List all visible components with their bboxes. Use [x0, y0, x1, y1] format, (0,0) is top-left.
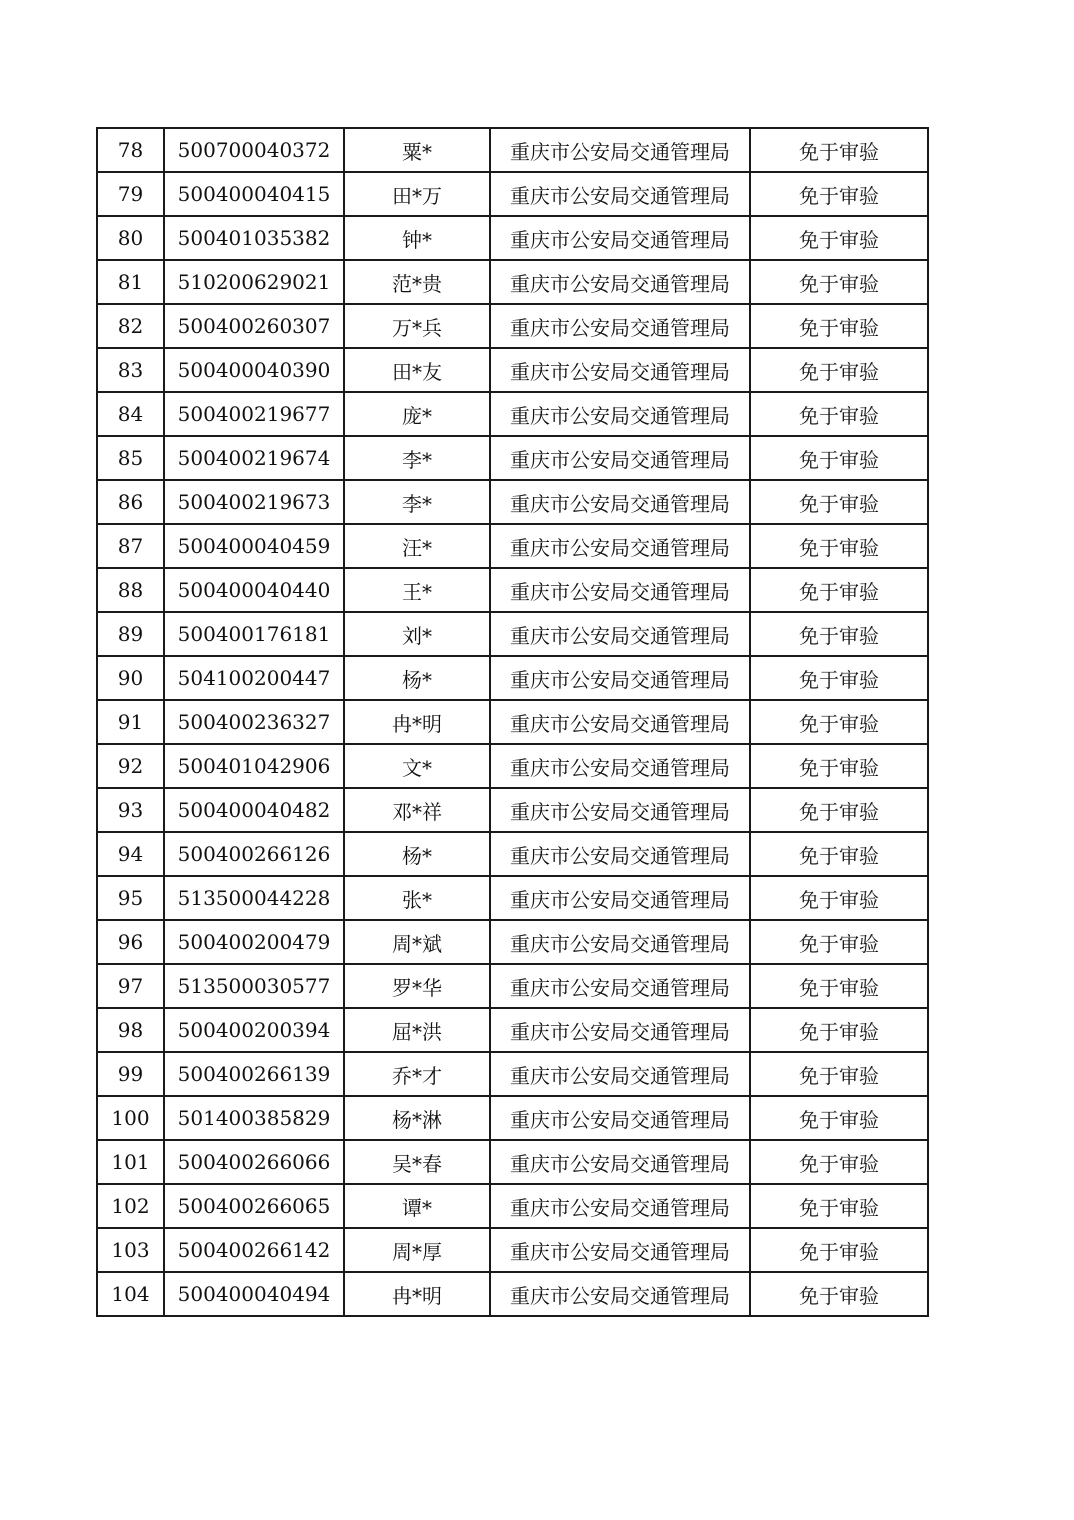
- person-name-cell: 杨*淋: [344, 1096, 490, 1140]
- person-name-cell: 邓*祥: [344, 788, 490, 832]
- row-number-cell: 102: [97, 1184, 164, 1228]
- authority-cell: 重庆市公安局交通管理局: [490, 1140, 750, 1184]
- table-row: [97, 876, 928, 920]
- row-number-cell: 88: [97, 568, 164, 612]
- license-id-cell: 513500044228: [164, 876, 344, 920]
- row-number-cell: 100: [97, 1096, 164, 1140]
- person-name-cell: 文*: [344, 744, 490, 788]
- license-id-cell: 500400040494: [164, 1272, 344, 1316]
- table-row: [97, 216, 928, 260]
- table-row: [97, 392, 928, 436]
- license-id-cell: 500400266126: [164, 832, 344, 876]
- person-name-cell: 乔*才: [344, 1052, 490, 1096]
- row-number-cell: 104: [97, 1272, 164, 1316]
- authority-cell: 重庆市公安局交通管理局: [490, 612, 750, 656]
- row-number-cell: 84: [97, 392, 164, 436]
- authority-cell: 重庆市公安局交通管理局: [490, 1272, 750, 1316]
- authority-cell: 重庆市公安局交通管理局: [490, 964, 750, 1008]
- authority-cell: 重庆市公安局交通管理局: [490, 216, 750, 260]
- license-id-cell: 500400040459: [164, 524, 344, 568]
- row-number-cell: 90: [97, 656, 164, 700]
- row-number-cell: 80: [97, 216, 164, 260]
- person-name-cell: 田*友: [344, 348, 490, 392]
- table-row: [97, 172, 928, 216]
- status-cell: 免于审验: [750, 876, 928, 920]
- row-number-cell: 78: [97, 128, 164, 172]
- row-number-cell: 93: [97, 788, 164, 832]
- status-cell: 免于审验: [750, 568, 928, 612]
- person-name-cell: 万*兵: [344, 304, 490, 348]
- row-number-cell: 92: [97, 744, 164, 788]
- status-cell: 免于审验: [750, 128, 928, 172]
- license-id-cell: 513500030577: [164, 964, 344, 1008]
- authority-cell: 重庆市公安局交通管理局: [490, 1008, 750, 1052]
- exemption-table: [96, 127, 929, 1317]
- authority-cell: 重庆市公安局交通管理局: [490, 876, 750, 920]
- row-number-cell: 103: [97, 1228, 164, 1272]
- table-row: [97, 1140, 928, 1184]
- table-row: [97, 656, 928, 700]
- status-cell: 免于审验: [750, 1184, 928, 1228]
- license-id-cell: 500400260307: [164, 304, 344, 348]
- table-row: [97, 612, 928, 656]
- authority-cell: 重庆市公安局交通管理局: [490, 1184, 750, 1228]
- authority-cell: 重庆市公安局交通管理局: [490, 524, 750, 568]
- license-id-cell: 500400266066: [164, 1140, 344, 1184]
- authority-cell: 重庆市公安局交通管理局: [490, 1228, 750, 1272]
- row-number-cell: 87: [97, 524, 164, 568]
- status-cell: 免于审验: [750, 832, 928, 876]
- authority-cell: 重庆市公安局交通管理局: [490, 128, 750, 172]
- license-id-cell: 500401035382: [164, 216, 344, 260]
- status-cell: 免于审验: [750, 348, 928, 392]
- row-number-cell: 82: [97, 304, 164, 348]
- license-id-cell: 500700040372: [164, 128, 344, 172]
- license-id-cell: 501400385829: [164, 1096, 344, 1140]
- authority-cell: 重庆市公安局交通管理局: [490, 656, 750, 700]
- status-cell: 免于审验: [750, 1140, 928, 1184]
- person-name-cell: 李*: [344, 480, 490, 524]
- license-id-cell: 500400219673: [164, 480, 344, 524]
- license-id-cell: 500400266065: [164, 1184, 344, 1228]
- authority-cell: 重庆市公安局交通管理局: [490, 744, 750, 788]
- table-row: [97, 1052, 928, 1096]
- person-name-cell: 张*: [344, 876, 490, 920]
- status-cell: 免于审验: [750, 304, 928, 348]
- person-name-cell: 田*万: [344, 172, 490, 216]
- status-cell: 免于审验: [750, 480, 928, 524]
- authority-cell: 重庆市公安局交通管理局: [490, 260, 750, 304]
- license-id-cell: 500401042906: [164, 744, 344, 788]
- authority-cell: 重庆市公安局交通管理局: [490, 436, 750, 480]
- table-row: [97, 436, 928, 480]
- authority-cell: 重庆市公安局交通管理局: [490, 1096, 750, 1140]
- license-id-cell: 500400040390: [164, 348, 344, 392]
- table-row: [97, 480, 928, 524]
- person-name-cell: 杨*: [344, 832, 490, 876]
- license-id-cell: 500400176181: [164, 612, 344, 656]
- license-id-cell: 500400219674: [164, 436, 344, 480]
- license-id-cell: 500400200479: [164, 920, 344, 964]
- status-cell: 免于审验: [750, 920, 928, 964]
- person-name-cell: 谭*: [344, 1184, 490, 1228]
- status-cell: 免于审验: [750, 656, 928, 700]
- license-id-cell: 500400200394: [164, 1008, 344, 1052]
- row-number-cell: 95: [97, 876, 164, 920]
- table-row: [97, 744, 928, 788]
- person-name-cell: 范*贵: [344, 260, 490, 304]
- status-cell: 免于审验: [750, 788, 928, 832]
- authority-cell: 重庆市公安局交通管理局: [490, 1052, 750, 1096]
- row-number-cell: 94: [97, 832, 164, 876]
- authority-cell: 重庆市公安局交通管理局: [490, 480, 750, 524]
- row-number-cell: 91: [97, 700, 164, 744]
- license-id-cell: 500400219677: [164, 392, 344, 436]
- authority-cell: 重庆市公安局交通管理局: [490, 700, 750, 744]
- row-number-cell: 96: [97, 920, 164, 964]
- person-name-cell: 吴*春: [344, 1140, 490, 1184]
- table-row: [97, 1184, 928, 1228]
- row-number-cell: 101: [97, 1140, 164, 1184]
- table-body: [97, 128, 928, 1316]
- table-row: [97, 1272, 928, 1316]
- person-name-cell: 罗*华: [344, 964, 490, 1008]
- table-row: [97, 568, 928, 612]
- authority-cell: 重庆市公安局交通管理局: [490, 392, 750, 436]
- row-number-cell: 99: [97, 1052, 164, 1096]
- table-row: [97, 1096, 928, 1140]
- row-number-cell: 86: [97, 480, 164, 524]
- status-cell: 免于审验: [750, 1096, 928, 1140]
- license-id-cell: 500400040415: [164, 172, 344, 216]
- authority-cell: 重庆市公安局交通管理局: [490, 832, 750, 876]
- status-cell: 免于审验: [750, 172, 928, 216]
- person-name-cell: 屈*洪: [344, 1008, 490, 1052]
- status-cell: 免于审验: [750, 392, 928, 436]
- person-name-cell: 周*厚: [344, 1228, 490, 1272]
- person-name-cell: 冉*明: [344, 1272, 490, 1316]
- status-cell: 免于审验: [750, 216, 928, 260]
- status-cell: 免于审验: [750, 436, 928, 480]
- table-row: [97, 348, 928, 392]
- status-cell: 免于审验: [750, 1228, 928, 1272]
- status-cell: 免于审验: [750, 524, 928, 568]
- authority-cell: 重庆市公安局交通管理局: [490, 920, 750, 964]
- status-cell: 免于审验: [750, 700, 928, 744]
- person-name-cell: 周*斌: [344, 920, 490, 964]
- license-id-cell: 500400236327: [164, 700, 344, 744]
- authority-cell: 重庆市公安局交通管理局: [490, 304, 750, 348]
- license-id-cell: 504100200447: [164, 656, 344, 700]
- authority-cell: 重庆市公安局交通管理局: [490, 172, 750, 216]
- status-cell: 免于审验: [750, 1272, 928, 1316]
- table-row: [97, 788, 928, 832]
- person-name-cell: 庞*: [344, 392, 490, 436]
- row-number-cell: 89: [97, 612, 164, 656]
- document-table-container: [96, 127, 927, 1317]
- row-number-cell: 83: [97, 348, 164, 392]
- person-name-cell: 李*: [344, 436, 490, 480]
- row-number-cell: 85: [97, 436, 164, 480]
- person-name-cell: 冉*明: [344, 700, 490, 744]
- person-name-cell: 汪*: [344, 524, 490, 568]
- authority-cell: 重庆市公安局交通管理局: [490, 788, 750, 832]
- person-name-cell: 粟*: [344, 128, 490, 172]
- license-id-cell: 500400266139: [164, 1052, 344, 1096]
- status-cell: 免于审验: [750, 612, 928, 656]
- person-name-cell: 杨*: [344, 656, 490, 700]
- status-cell: 免于审验: [750, 1052, 928, 1096]
- license-id-cell: 510200629021: [164, 260, 344, 304]
- license-id-cell: 500400040482: [164, 788, 344, 832]
- table-row: [97, 964, 928, 1008]
- authority-cell: 重庆市公安局交通管理局: [490, 568, 750, 612]
- table-row: [97, 128, 928, 172]
- table-row: [97, 524, 928, 568]
- table-row: [97, 304, 928, 348]
- person-name-cell: 钟*: [344, 216, 490, 260]
- status-cell: 免于审验: [750, 744, 928, 788]
- person-name-cell: 王*: [344, 568, 490, 612]
- row-number-cell: 98: [97, 1008, 164, 1052]
- row-number-cell: 79: [97, 172, 164, 216]
- status-cell: 免于审验: [750, 260, 928, 304]
- license-id-cell: 500400266142: [164, 1228, 344, 1272]
- table-row: [97, 1228, 928, 1272]
- table-row: [97, 260, 928, 304]
- license-id-cell: 500400040440: [164, 568, 344, 612]
- row-number-cell: 81: [97, 260, 164, 304]
- status-cell: 免于审验: [750, 964, 928, 1008]
- table-row: [97, 700, 928, 744]
- person-name-cell: 刘*: [344, 612, 490, 656]
- row-number-cell: 97: [97, 964, 164, 1008]
- table-row: [97, 920, 928, 964]
- table-row: [97, 832, 928, 876]
- table-row: [97, 1008, 928, 1052]
- authority-cell: 重庆市公安局交通管理局: [490, 348, 750, 392]
- status-cell: 免于审验: [750, 1008, 928, 1052]
